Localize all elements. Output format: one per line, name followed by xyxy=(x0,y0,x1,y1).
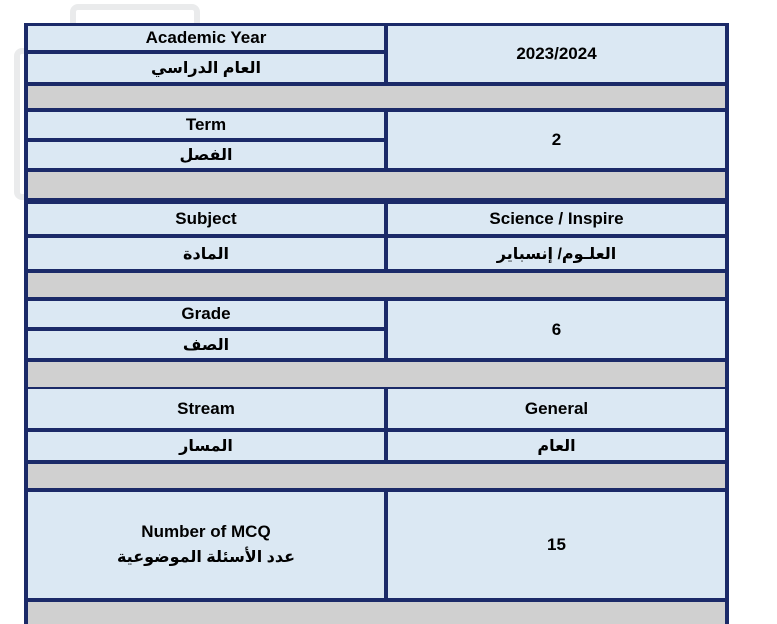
academic-year-value: 2023/2024 xyxy=(388,26,725,82)
separator-bar xyxy=(28,86,725,108)
term-label-ar: الفصل xyxy=(28,142,384,168)
stream-value-en: General xyxy=(388,389,725,428)
term-label-en: Term xyxy=(28,112,384,138)
separator-bar xyxy=(28,602,725,624)
mcq-label-ar: عدد الأسئلة الموضوعية xyxy=(116,549,296,566)
subject-label-en: Subject xyxy=(28,204,384,234)
grade-label-ar: الصف xyxy=(28,331,384,358)
stream-label-ar: المسار xyxy=(28,432,384,460)
subject-value-en: Science / Inspire xyxy=(388,204,725,234)
info-table xyxy=(24,23,729,624)
grade-label-en: Grade xyxy=(28,301,384,327)
separator-bar xyxy=(28,273,725,297)
academic-year-label-ar: العام الدراسي xyxy=(28,54,384,82)
subject-value-ar: العلـوم/ إنسباير xyxy=(388,238,725,269)
term-value: 2 xyxy=(388,112,725,168)
separator-bar xyxy=(28,362,725,387)
stream-value-ar: العام xyxy=(388,432,725,460)
separator-bar xyxy=(28,172,725,198)
mcq-value: 15 xyxy=(388,492,725,598)
subject-label-ar: المادة xyxy=(28,238,384,269)
grade-value: 6 xyxy=(388,301,725,358)
mcq-label-cell xyxy=(28,492,384,598)
separator-bar xyxy=(28,464,725,488)
mcq-label-en: Number of MCQ xyxy=(141,522,271,541)
stream-label-en: Stream xyxy=(28,389,384,428)
academic-year-label-en: Academic Year xyxy=(28,26,384,50)
